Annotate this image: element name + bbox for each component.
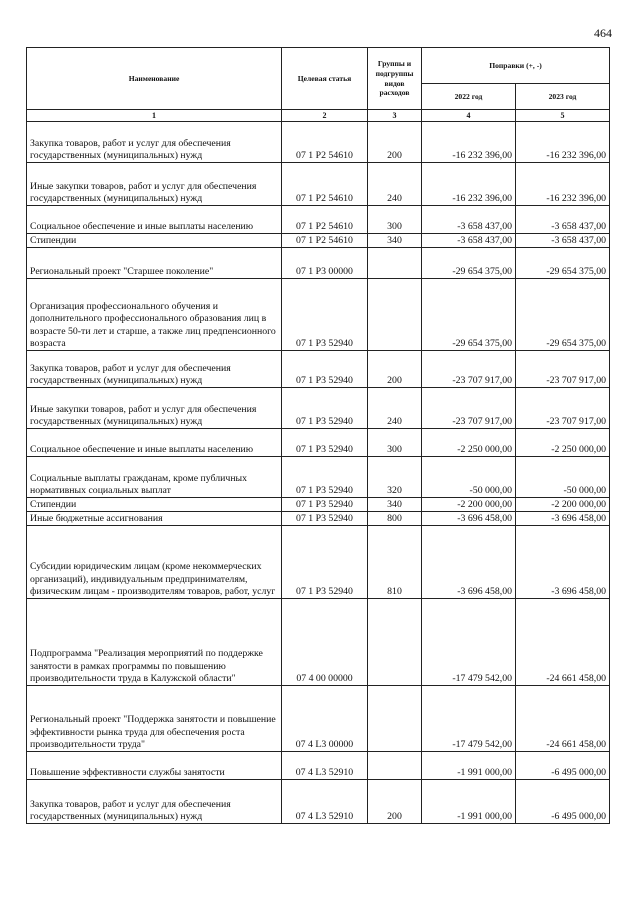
row-amount-2022: -29 654 375,00: [422, 248, 516, 279]
row-name: Социальное обеспечение и иные выплаты населению: [27, 206, 282, 234]
row-amount-2023: -3 658 437,00: [516, 206, 610, 234]
table-row: [27, 512, 610, 526]
row-amount-2022: -3 658 437,00: [422, 234, 516, 248]
row-group-code: 320: [368, 457, 422, 498]
row-amount-2022: -3 696 458,00: [422, 512, 516, 526]
row-amount-2023: -24 661 458,00: [516, 599, 610, 686]
column-number: 1: [27, 110, 282, 122]
row-amount-2023: -6 495 000,00: [516, 752, 610, 780]
row-amount-2022: -2 200 000,00: [422, 498, 516, 512]
table-row: [27, 163, 610, 206]
row-name: Организация профессионального обучения и дополнительного профессионального образования лиц в возрасте 50-ти лет и старше, а также лиц предпенсионного возраста: [27, 279, 282, 351]
row-amount-2022: -23 707 917,00: [422, 351, 516, 388]
row-target-code: 07 4 L3 00000: [282, 686, 368, 752]
row-group-code: [368, 686, 422, 752]
row-target-code: 07 1 P2 54610: [282, 122, 368, 163]
column-number: 2: [282, 110, 368, 122]
page-number: 464: [594, 26, 612, 40]
row-name: Закупка товаров, работ и услуг для обеспечения государственных (муниципальных) нужд: [27, 780, 282, 824]
row-amount-2022: -1 991 000,00: [422, 752, 516, 780]
row-target-code: 07 1 P3 52940: [282, 388, 368, 429]
column-number: 4: [422, 110, 516, 122]
row-name: Социальное обеспечение и иные выплаты населению: [27, 429, 282, 457]
table-row: [27, 429, 610, 457]
table-row: [27, 686, 610, 752]
row-amount-2023: -23 707 917,00: [516, 351, 610, 388]
row-name: Иные закупки товаров, работ и услуг для обеспечения государственных (муниципальных) нужд: [27, 163, 282, 206]
row-amount-2023: -23 707 917,00: [516, 388, 610, 429]
table-row: [27, 752, 610, 780]
header-name: Наименование: [27, 48, 282, 110]
row-name: Социальные выплаты гражданам, кроме публичных нормативных социальных выплат: [27, 457, 282, 498]
row-amount-2022: -17 479 542,00: [422, 599, 516, 686]
row-name: Субсидии юридическим лицам (кроме некоммерческих организаций), индивидуальным предпринимателям, физическим лицам - производителям товаров, работ, услуг: [27, 526, 282, 599]
row-group-code: 240: [368, 163, 422, 206]
row-amount-2023: -2 200 000,00: [516, 498, 610, 512]
row-name: Подпрограмма "Реализация мероприятий по поддержке занятости в рамках программы по повышению производительности труда в Калужской области": [27, 599, 282, 686]
row-amount-2023: -2 250 000,00: [516, 429, 610, 457]
row-target-code: 07 1 P3 52940: [282, 498, 368, 512]
budget-amendments-table: [26, 47, 610, 824]
row-group-code: 240: [368, 388, 422, 429]
row-amount-2023: -3 696 458,00: [516, 526, 610, 599]
row-amount-2022: -17 479 542,00: [422, 686, 516, 752]
header-year-2022: 2022 год: [422, 84, 516, 110]
row-name: Иные бюджетные ассигнования: [27, 512, 282, 526]
row-group-code: 200: [368, 351, 422, 388]
row-group-code: 800: [368, 512, 422, 526]
row-amount-2022: -50 000,00: [422, 457, 516, 498]
row-amount-2022: -16 232 396,00: [422, 163, 516, 206]
row-name: Закупка товаров, работ и услуг для обеспечения государственных (муниципальных) нужд: [27, 351, 282, 388]
header-groups: Группы и подгруппы видов расходов: [368, 48, 422, 110]
row-target-code: 07 1 P3 52940: [282, 429, 368, 457]
table-row: [27, 122, 610, 163]
header-amendments: Поправки (+, -): [422, 48, 610, 84]
column-number: 3: [368, 110, 422, 122]
row-amount-2022: -16 232 396,00: [422, 122, 516, 163]
row-name: Стипендии: [27, 234, 282, 248]
row-target-code: 07 1 P3 00000: [282, 248, 368, 279]
table-row: [27, 599, 610, 686]
row-amount-2023: -16 232 396,00: [516, 163, 610, 206]
row-target-code: 07 4 L3 52910: [282, 752, 368, 780]
row-amount-2023: -16 232 396,00: [516, 122, 610, 163]
row-amount-2023: -29 654 375,00: [516, 279, 610, 351]
row-amount-2022: -29 654 375,00: [422, 279, 516, 351]
row-target-code: 07 1 P3 52940: [282, 279, 368, 351]
table-row: [27, 206, 610, 234]
header-year-2023: 2023 год: [516, 84, 610, 110]
row-group-code: 300: [368, 206, 422, 234]
row-group-code: [368, 599, 422, 686]
row-amount-2023: -29 654 375,00: [516, 248, 610, 279]
header-target: Целевая статья: [282, 48, 368, 110]
row-name: Иные закупки товаров, работ и услуг для обеспечения государственных (муниципальных) нужд: [27, 388, 282, 429]
row-name: Региональный проект "Поддержка занятости и повышение эффективности рынка труда для обеспечения роста производительности труда": [27, 686, 282, 752]
row-target-code: 07 1 P2 54610: [282, 234, 368, 248]
table-row: [27, 248, 610, 279]
table-row: [27, 351, 610, 388]
row-amount-2022: -3 696 458,00: [422, 526, 516, 599]
row-group-code: [368, 248, 422, 279]
row-name: Региональный проект "Старшее поколение": [27, 248, 282, 279]
row-amount-2023: -3 658 437,00: [516, 234, 610, 248]
row-amount-2023: -24 661 458,00: [516, 686, 610, 752]
row-group-code: 340: [368, 234, 422, 248]
row-group-code: [368, 752, 422, 780]
row-target-code: 07 4 00 00000: [282, 599, 368, 686]
table-row: [27, 279, 610, 351]
table-row: [27, 457, 610, 498]
row-amount-2022: -23 707 917,00: [422, 388, 516, 429]
row-target-code: 07 1 P2 54610: [282, 163, 368, 206]
row-target-code: 07 4 L3 52910: [282, 780, 368, 824]
row-target-code: 07 1 P2 54610: [282, 206, 368, 234]
row-group-code: 340: [368, 498, 422, 512]
table-row: [27, 780, 610, 824]
row-group-code: 200: [368, 780, 422, 824]
row-amount-2023: -3 696 458,00: [516, 512, 610, 526]
table-row: [27, 234, 610, 248]
row-target-code: 07 1 P3 52940: [282, 457, 368, 498]
row-amount-2022: -2 250 000,00: [422, 429, 516, 457]
row-name: Стипендии: [27, 498, 282, 512]
row-target-code: 07 1 P3 52940: [282, 526, 368, 599]
row-name: Закупка товаров, работ и услуг для обеспечения государственных (муниципальных) нужд: [27, 122, 282, 163]
row-target-code: 07 1 P3 52940: [282, 512, 368, 526]
column-number: 5: [516, 110, 610, 122]
row-amount-2022: -3 658 437,00: [422, 206, 516, 234]
row-group-code: 810: [368, 526, 422, 599]
row-group-code: 200: [368, 122, 422, 163]
table-row: [27, 498, 610, 512]
row-name: Повышение эффективности службы занятости: [27, 752, 282, 780]
row-amount-2023: -6 495 000,00: [516, 780, 610, 824]
row-group-code: 300: [368, 429, 422, 457]
row-amount-2022: -1 991 000,00: [422, 780, 516, 824]
table-row: [27, 526, 610, 599]
row-target-code: 07 1 P3 52940: [282, 351, 368, 388]
row-group-code: [368, 279, 422, 351]
table-row: [27, 388, 610, 429]
row-amount-2023: -50 000,00: [516, 457, 610, 498]
